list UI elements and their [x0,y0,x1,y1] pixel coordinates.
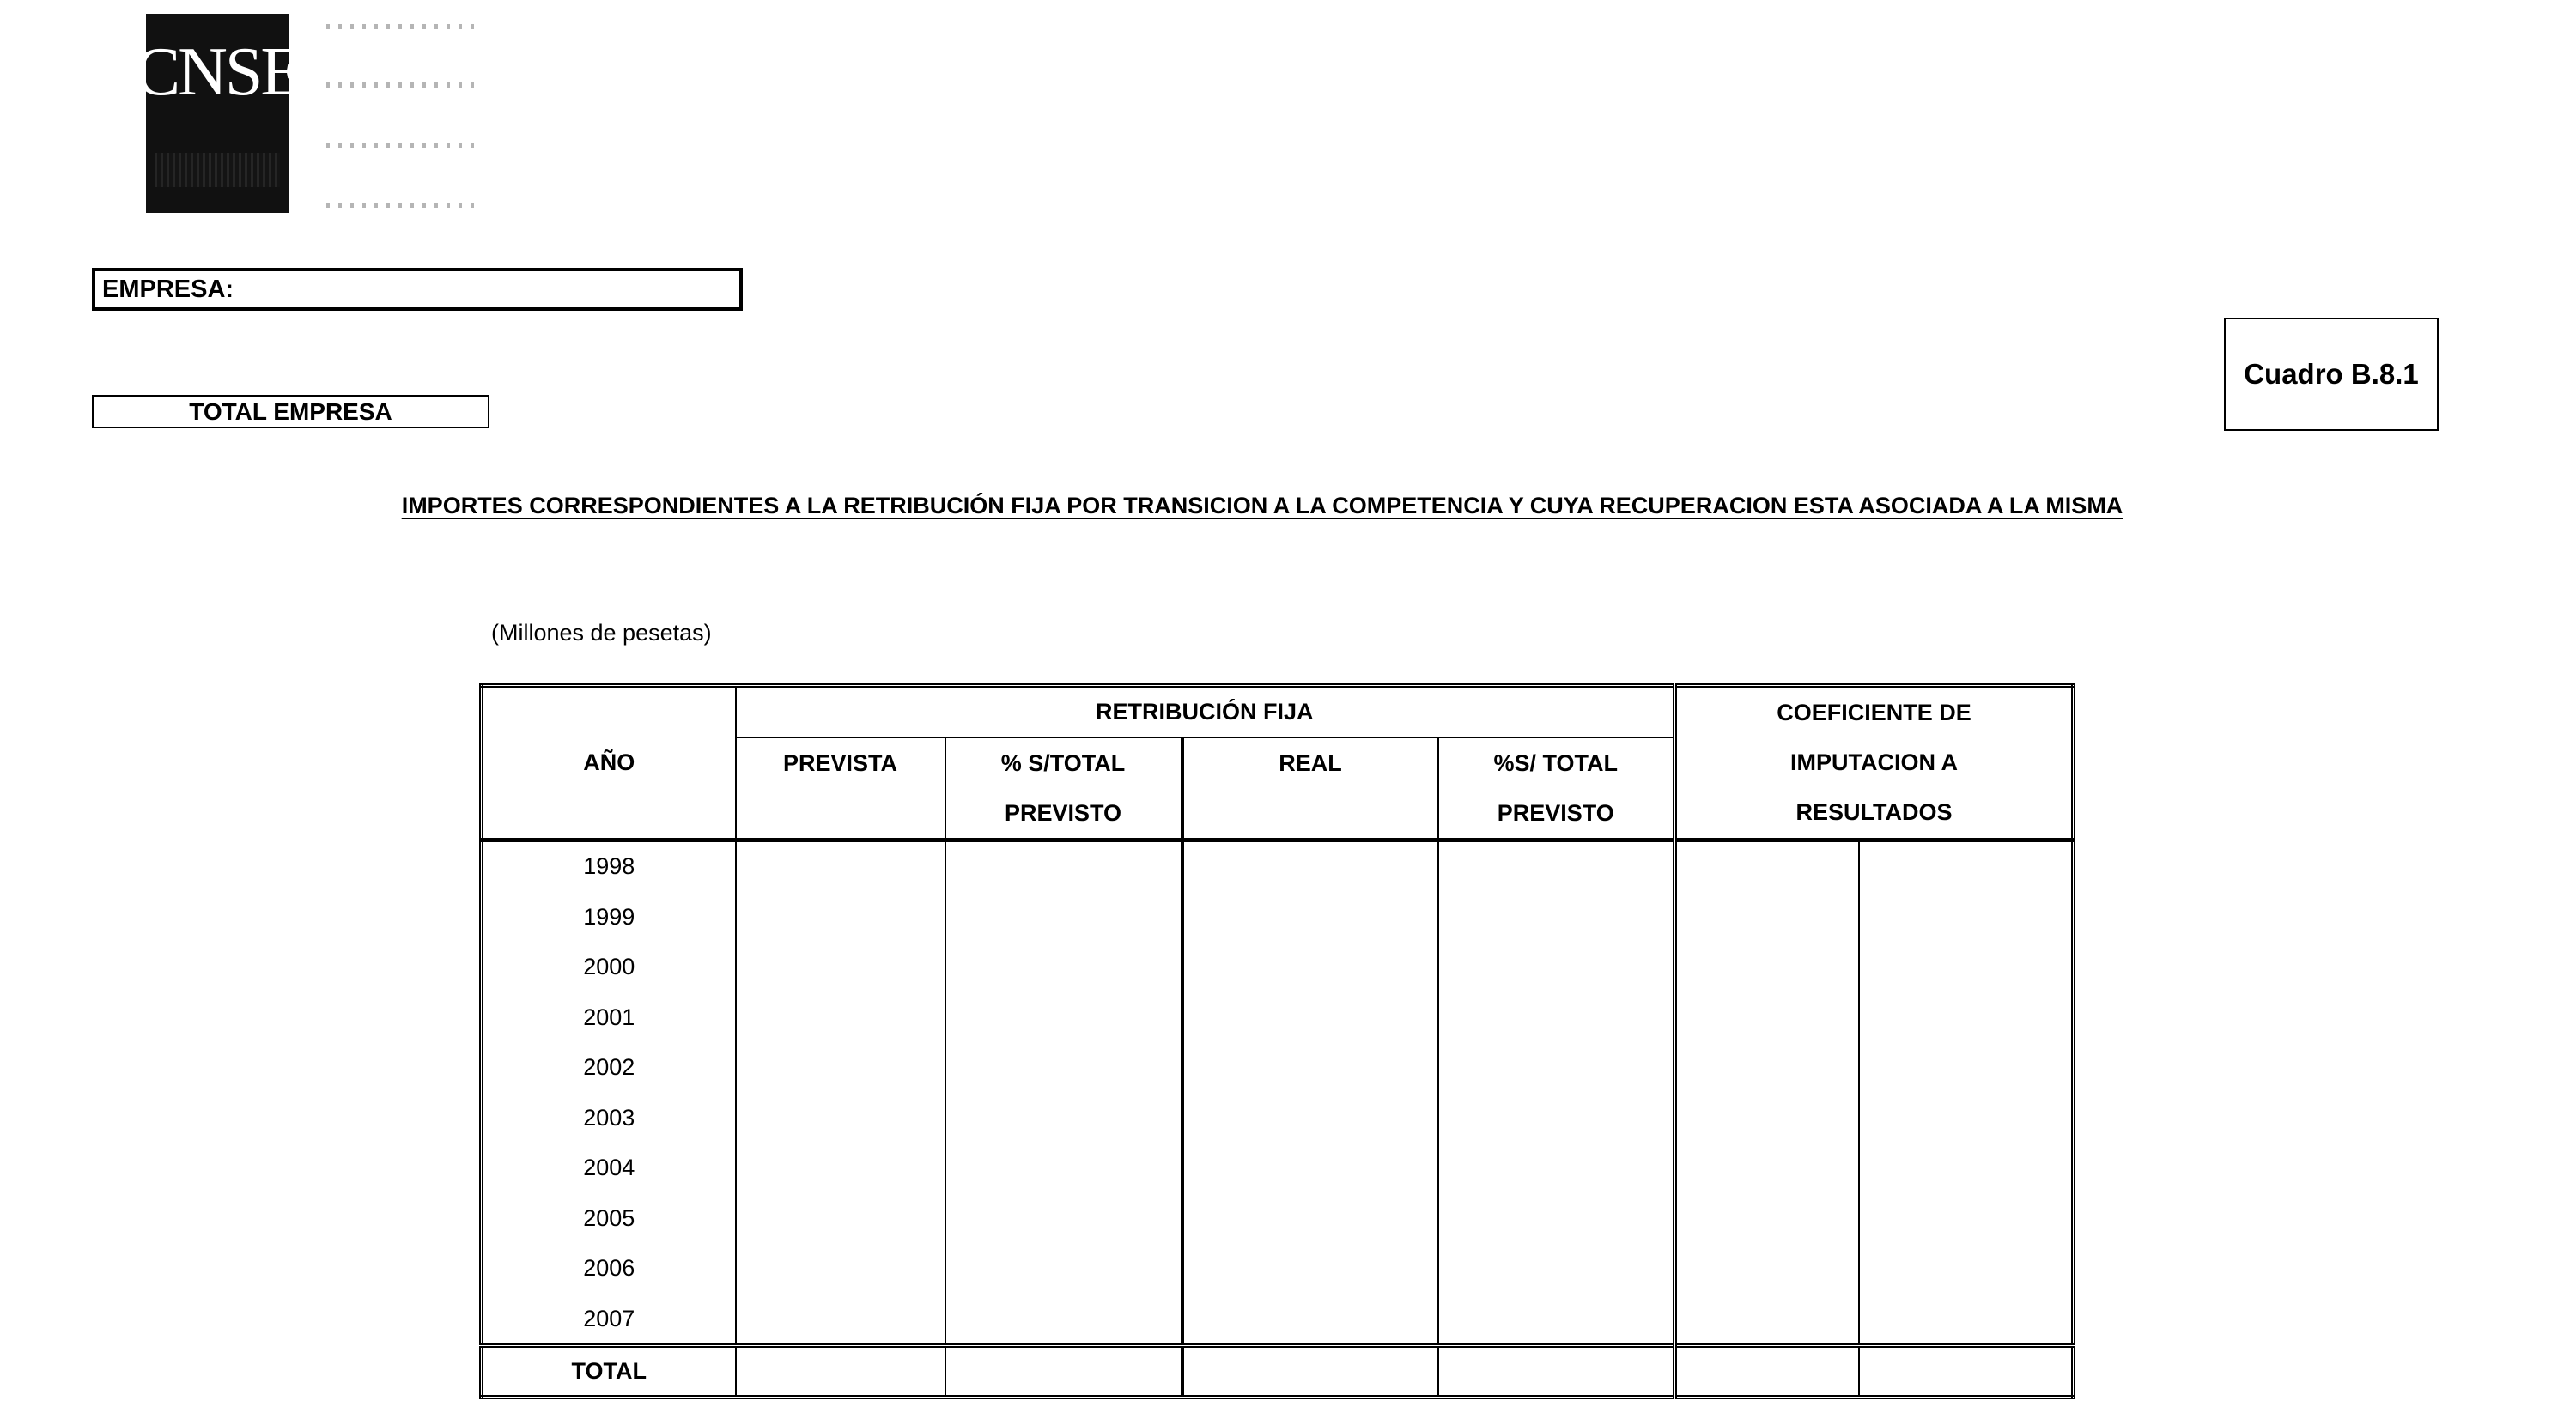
pct-real-cell[interactable] [1438,1093,1675,1143]
total-prevista-cell[interactable] [736,1346,945,1398]
table-row [482,840,2074,892]
header-pct-total-previsto-real [1438,737,1675,840]
prevista-cell[interactable] [736,840,945,892]
prevista-cell[interactable] [736,1093,945,1143]
header-coeficiente [1675,686,2074,840]
header-real: REAL [1182,737,1438,840]
header-retribucion-fija: RETRIBUCIÓN FIJA [736,686,1675,737]
table-row [482,1042,2074,1092]
pct-real-cell[interactable] [1438,1042,1675,1092]
coef-a-cell[interactable] [1675,840,1859,892]
coef-b-cell[interactable] [1859,840,2074,892]
pct-real-cell[interactable] [1438,1243,1675,1293]
coef-b-cell[interactable] [1859,1042,2074,1092]
pct-previsto-cell[interactable] [945,1042,1182,1092]
pct-real-cell[interactable] [1438,892,1675,942]
real-cell[interactable] [1182,892,1438,942]
real-cell[interactable] [1182,1294,1438,1346]
coef-a-cell[interactable] [1675,1193,1859,1243]
header-pct-total-previsto [945,737,1182,840]
coef-a-cell[interactable] [1675,1093,1859,1143]
coef-a-cell[interactable] [1675,1042,1859,1092]
table-row [482,992,2074,1042]
org-name-line-4 [326,203,481,208]
header-pct-real-line-1: %S/ TOTAL [1493,749,1619,776]
prevista-cell[interactable] [736,1193,945,1243]
total-coef-b-cell[interactable] [1859,1346,2074,1398]
prevista-cell[interactable] [736,943,945,992]
table-row [482,1093,2074,1143]
header-coeficiente-line-2: IMPUTACION A [1790,749,1959,776]
pct-previsto-cell[interactable] [945,943,1182,992]
total-empresa-box [92,395,489,428]
pct-real-cell[interactable] [1438,992,1675,1042]
total-empresa-label: TOTAL EMPRESA [189,397,392,425]
total-pct-previsto-cell[interactable] [945,1346,1182,1398]
table-row [482,1143,2074,1192]
year-cell: 2003 [482,1093,736,1143]
coef-b-cell[interactable] [1859,1193,2074,1243]
header-pct-real-line-2: PREVISTO [1497,799,1614,826]
pct-real-cell[interactable] [1438,840,1675,892]
header-coeficiente-line-1: COEFICIENTE DE [1777,700,1971,726]
pct-previsto-cell[interactable] [945,840,1182,892]
header-pct-line-1: % S/TOTAL [1000,749,1126,776]
table-body [482,840,2074,1398]
prevista-cell[interactable] [736,992,945,1042]
year-cell: 2001 [482,992,736,1042]
table-row [482,892,2074,942]
year-cell: 1998 [482,840,736,892]
pct-real-cell[interactable] [1438,1143,1675,1192]
cuadro-box [2224,318,2439,431]
coef-b-cell[interactable] [1859,992,2074,1042]
real-cell[interactable] [1182,1042,1438,1092]
pct-previsto-cell[interactable] [945,1193,1182,1243]
year-cell: 2007 [482,1294,736,1346]
header-prevista: PREVISTA [736,737,945,840]
org-name-line-2 [326,82,481,88]
cnse-logo [134,14,301,213]
coef-b-cell[interactable] [1859,1294,2074,1346]
table-row [482,1193,2074,1243]
coef-b-cell[interactable] [1859,1093,2074,1143]
prevista-cell[interactable] [736,1143,945,1192]
logo-text: CNSE [134,34,301,110]
coef-a-cell[interactable] [1675,1243,1859,1293]
pct-previsto-cell[interactable] [945,1243,1182,1293]
pct-real-cell[interactable] [1438,1294,1675,1346]
pct-previsto-cell[interactable] [945,1143,1182,1192]
org-name-line-1 [326,24,481,29]
year-cell: 2000 [482,943,736,992]
header-pct-line-2: PREVISTO [1004,799,1122,826]
pct-previsto-cell[interactable] [945,992,1182,1042]
coef-a-cell[interactable] [1675,943,1859,992]
real-cell[interactable] [1182,943,1438,992]
real-cell[interactable] [1182,840,1438,892]
real-cell[interactable] [1182,1143,1438,1192]
prevista-cell[interactable] [736,1294,945,1346]
year-cell: 2006 [482,1243,736,1293]
table-row [482,1243,2074,1293]
coef-b-cell[interactable] [1859,1143,2074,1192]
page-title: IMPORTES CORRESPONDIENTES A LA RETRIBUCIÓN FIJA POR TRANSICION A LA COMPETENCIA Y CUYA RECUPERACION ESTA ASOCIADA A LA MISMA [401,493,2123,519]
pct-real-cell[interactable] [1438,1193,1675,1243]
pct-real-cell[interactable] [1438,943,1675,992]
prevista-cell[interactable] [736,892,945,942]
org-name-line-3 [326,143,481,148]
coef-a-cell[interactable] [1675,1143,1859,1192]
total-real-cell[interactable] [1182,1346,1438,1398]
year-cell: 2002 [482,1042,736,1092]
header-coeficiente-line-3: RESULTADOS [1795,799,1953,826]
real-cell[interactable] [1182,1243,1438,1293]
cuadro-label: Cuadro B.8.1 [2244,358,2419,390]
table-row [482,1294,2074,1346]
coef-b-cell[interactable] [1859,892,2074,942]
total-coef-a-cell[interactable] [1675,1346,1859,1398]
real-cell[interactable] [1182,1093,1438,1143]
real-cell[interactable] [1182,1193,1438,1243]
year-cell: 2005 [482,1193,736,1243]
header-year: AÑO [482,686,736,840]
real-cell[interactable] [1182,992,1438,1042]
total-row [482,1346,2074,1398]
total-label: TOTAL [482,1346,736,1398]
coef-b-cell[interactable] [1859,943,2074,992]
year-cell: 1999 [482,892,736,942]
retribucion-table [479,683,2075,1399]
total-pct-real-cell[interactable] [1438,1346,1675,1398]
coef-a-cell[interactable] [1675,1294,1859,1346]
logo-texture [155,153,280,187]
empresa-label: EMPRESA: [102,275,234,303]
coef-b-cell[interactable] [1859,1243,2074,1293]
year-cell: 2004 [482,1143,736,1192]
pct-previsto-cell[interactable] [945,1093,1182,1143]
pct-previsto-cell[interactable] [945,892,1182,942]
pct-previsto-cell[interactable] [945,1294,1182,1346]
prevista-cell[interactable] [736,1042,945,1092]
table-row [482,943,2074,992]
prevista-cell[interactable] [736,1243,945,1293]
coef-a-cell[interactable] [1675,992,1859,1042]
empresa-field[interactable] [92,268,743,311]
coef-a-cell[interactable] [1675,892,1859,942]
units-note: (Millones de pesetas) [491,620,712,646]
